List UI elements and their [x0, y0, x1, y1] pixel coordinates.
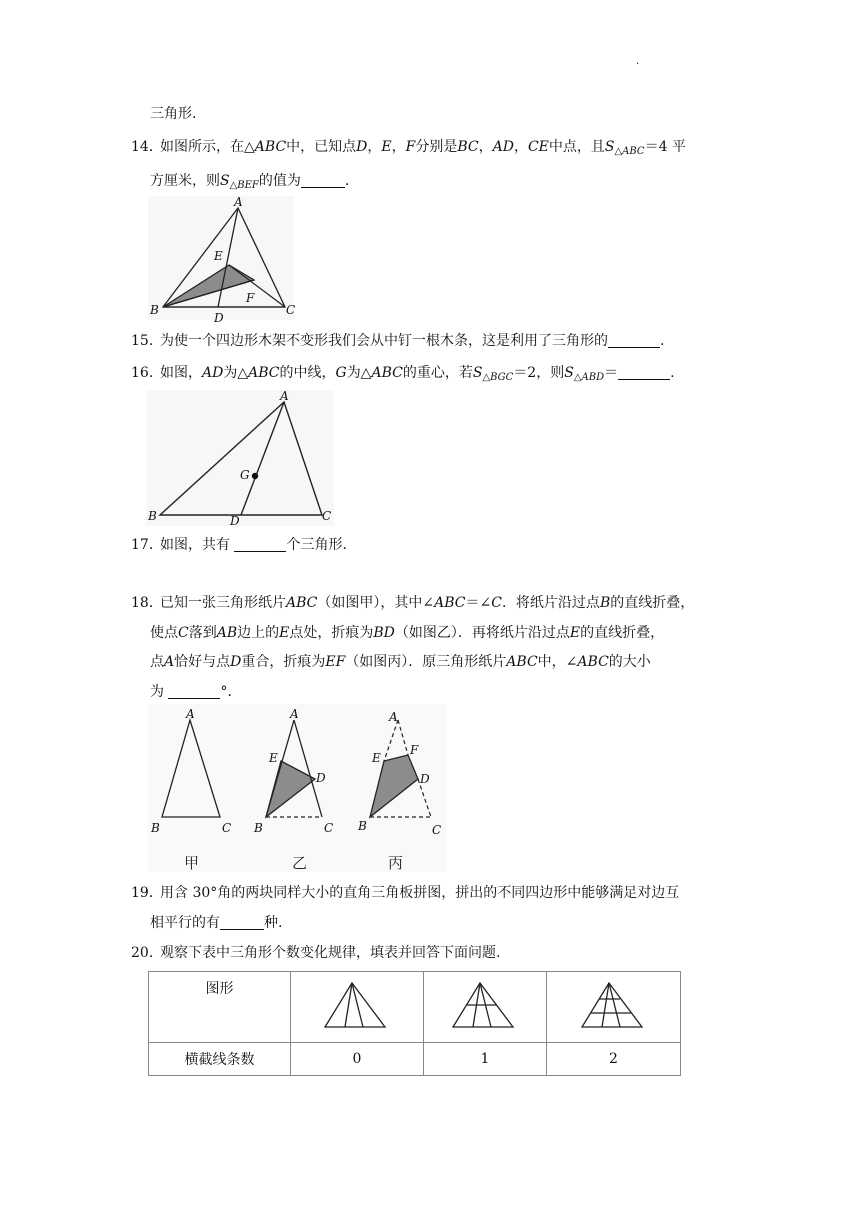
label-d: D — [230, 514, 240, 528]
question-number: 17． — [131, 537, 163, 553]
triangle-figure-1-line — [450, 980, 520, 1030]
label-d: D — [214, 311, 224, 325]
answer-blank — [168, 684, 220, 699]
q13-tail-text: 三角形. — [150, 106, 197, 122]
label-b: B — [150, 303, 159, 317]
pattern-table — [148, 971, 681, 1076]
caption-yi: 乙 — [292, 854, 308, 872]
table-cell: 0 — [291, 1043, 424, 1076]
answer-blank — [301, 173, 345, 188]
figure-cell — [424, 972, 547, 1043]
question-text-line-2: 相平行的有 种. — [150, 915, 283, 931]
label-bing-f: F — [410, 743, 419, 757]
label-a: A — [280, 389, 289, 403]
question-number: 16． — [131, 365, 163, 381]
question-text-line-1: 已知一张三角形纸片ABC（如图甲），其中∠ABC＝∠C．将纸片沿过点B的直线折叠， — [160, 595, 695, 611]
label-b: B — [148, 509, 157, 523]
answer-blank — [234, 537, 286, 552]
label-bing-c: C — [432, 823, 442, 837]
label-c: C — [286, 303, 296, 317]
label-yi-c: C — [324, 821, 334, 835]
question-text-line-4: 为 °． — [150, 684, 242, 700]
label-a: A — [234, 195, 243, 209]
table-header-cell: 图形 — [149, 972, 291, 1043]
question-number: 15． — [131, 333, 163, 349]
label-yi-a: A — [290, 707, 299, 721]
table-cell: 2 — [547, 1043, 681, 1076]
question-text: 如图，AD为△ABC的中线，G为△ABC的重心，若$S_{\triangle BGC}=2$，则$S_{\triangle ABD}=$ . — [160, 365, 675, 383]
triangle-figure-0-lines — [322, 980, 392, 1030]
question-text-line-1: 用含 30°角的两块同样大小的直角三角板拼图，拼出的不同四边形中能够满足对边互 — [160, 885, 680, 901]
label-yi-b: B — [254, 821, 263, 835]
header-mark: . — [636, 56, 640, 67]
table-header-cell: 横截线条数 — [149, 1043, 291, 1076]
caption-jia: 甲 — [184, 854, 200, 872]
question-text: 如图，共有 个三角形. — [160, 537, 347, 553]
label-bing-b: B — [358, 819, 367, 833]
figure-background — [146, 390, 334, 526]
question-text-line-3: 点A恰好与点D重合，折痕为EF（如图丙）．原三角形纸片ABC中，∠ABC的大小 — [150, 654, 651, 670]
question-number: 18． — [131, 595, 163, 611]
label-f: F — [246, 291, 255, 305]
label-jia-c: C — [222, 821, 232, 835]
caption-bing: 丙 — [388, 854, 404, 872]
label-g: G — [240, 468, 250, 482]
label-bing-e: E — [372, 751, 381, 765]
figure-q16 — [146, 390, 336, 528]
label-bing-a: A — [389, 710, 398, 724]
question-text-line-1: 如图所示，在△ABC中，已知点D，E，F分别是BC，AD，CE中点，且$S_{\triangle ABC}=4$ 平 — [160, 139, 686, 157]
question-text: 为使一个四边形木架不变形我们会从中钉一根木条，这是利用了三角形的 . — [160, 333, 665, 349]
triangle-figure-2-lines — [579, 980, 649, 1030]
figure-q18 — [148, 704, 448, 874]
label-yi-e: E — [269, 751, 278, 765]
table-row — [149, 972, 681, 1043]
label-jia-a: A — [186, 707, 195, 721]
question-text-line-2: 方厘米，则$S_{\triangle BEF}$的值为 . — [150, 173, 350, 191]
question-number: 19． — [131, 885, 163, 901]
answer-blank — [608, 333, 660, 348]
question-text-line-2: 使点C落到AB边上的E点处，折痕为BD（如图乙）．再将纸片沿过点E的直线折叠， — [150, 625, 665, 641]
label-bing-d: D — [420, 772, 430, 786]
table-row — [149, 1043, 681, 1076]
label-c: C — [322, 509, 332, 523]
table-cell: 1 — [424, 1043, 547, 1076]
centroid-point — [252, 473, 258, 479]
question-number: 14． — [131, 139, 163, 155]
label-yi-d: D — [316, 771, 326, 785]
figure-q14 — [148, 196, 298, 324]
label-jia-b: B — [151, 821, 160, 835]
figure-cell — [547, 972, 681, 1043]
question-text: 观察下表中三角形个数变化规律，填表并回答下面问题. — [160, 945, 501, 961]
answer-blank — [618, 365, 670, 380]
question-number: 20． — [131, 945, 163, 961]
answer-blank — [220, 915, 264, 930]
label-e: E — [214, 249, 223, 263]
figure-cell — [291, 972, 424, 1043]
